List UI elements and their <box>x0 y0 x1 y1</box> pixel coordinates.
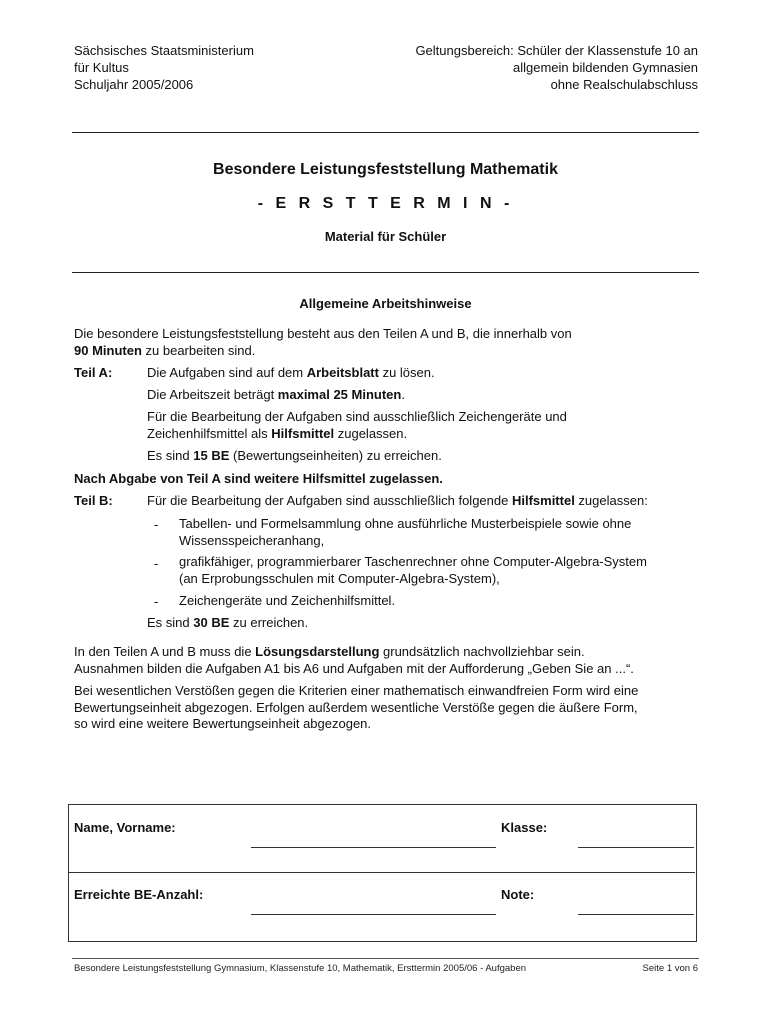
intro-paragraph <box>74 326 699 359</box>
intro-line-1: Die besondere Leistungsfeststellung besteht aus den Teilen A und B, die innerhalb von <box>74 326 572 341</box>
intro-line-2: 90 Minuten zu bearbeiten sind. <box>74 342 256 358</box>
header-scope-2: allgemein bildenden Gymnasien <box>512 60 698 75</box>
footer-text: Besondere Leistungsfeststellung Gymnasium, Klassenstufe 10, Mathematik, Ersttermin 2005/06 - Aufgaben <box>74 963 527 974</box>
header-right <box>415 42 698 93</box>
teil-b-label: Teil B: <box>74 493 113 508</box>
bullet-dash: - <box>154 517 159 532</box>
teil-a-line-2: Die Arbeitszeit beträgt maximal 25 Minuten. <box>147 387 405 402</box>
teil-b-line-2: Es sind 30 BE zu erreichen. <box>147 615 309 630</box>
teil-a-label: Teil A: <box>74 365 113 380</box>
teil-b-line-1: Für die Bearbeitung der Aufgaben sind ausschließlich folgende Hilfsmittel zugelassen: <box>147 493 648 508</box>
document-subtitle: - E R S T T E R M I N - <box>257 195 514 212</box>
header-scope-3: ohne Realschulabschluss <box>550 77 698 92</box>
footer-divider <box>72 958 699 959</box>
note-label: Note: <box>501 887 535 902</box>
klasse-field[interactable] <box>578 847 694 848</box>
loesung-paragraph: In den Teilen A und B muss die Lösungsdarstellung grundsätzlich nachvollziehbar sein. Ausnahmen bilden die Aufgaben A1 bis A6 und Aufgaben mit der Aufforderung „Geben Sie an ...“. <box>74 644 634 676</box>
title-divider <box>72 272 699 273</box>
header-left <box>74 42 254 93</box>
teil-a-line-4: Es sind 15 BE (Bewertungseinheiten) zu erreichen. <box>147 448 442 463</box>
header-ministry: Sächsisches Staatsministerium <box>74 43 254 58</box>
top-divider <box>72 132 699 133</box>
document-title: Besondere Leistungsfeststellung Mathematik <box>213 161 558 178</box>
nach-abgabe-note: Nach Abgabe von Teil A sind weitere Hilfsmittel zugelassen. <box>74 471 443 486</box>
be-label: Erreichte BE-Anzahl: <box>74 887 204 902</box>
teil-a-line-3: Für die Bearbeitung der Aufgaben sind ausschließlich Zeichengeräte und Zeichenhilfsmittel als Hilfsmittel zugelassen. <box>147 409 567 441</box>
verstoesse-paragraph: Bei wesentlichen Verstößen gegen die Kriterien einer mathematisch einwandfreien Form wird eine Bewertungseinheit abgezogen. Erfolgen außerdem wesentliche Verstöße gegen die äußere Form, so wird eine weitere Bewertungseinheit abgezogen. <box>74 683 639 731</box>
student-info-divider <box>68 872 695 873</box>
header-ministry-2: für Kultus <box>74 60 129 75</box>
bullet-dash: - <box>154 556 159 571</box>
teil-a-line-1: Die Aufgaben sind auf dem Arbeitsblatt zu lösen. <box>147 365 435 380</box>
hilfsmittel-item-1: Tabellen- und Formelsammlung ohne ausführliche Musterbeispiele sowie ohne Wissensspeicheranhang, <box>179 516 632 548</box>
bullet-dash: - <box>154 594 159 609</box>
be-field[interactable] <box>251 914 496 915</box>
material-label: Material für Schüler <box>324 229 447 244</box>
klasse-label: Klasse: <box>501 820 548 835</box>
name-field[interactable] <box>251 847 496 848</box>
hilfsmittel-item-3: Zeichengeräte und Zeichenhilfsmittel. <box>179 593 396 608</box>
header-scope-1: Geltungsbereich: Schüler der Klassenstufe 10 an <box>415 43 698 58</box>
hilfsmittel-item-2: grafikfähiger, programmierbarer Taschenrechner ohne Computer-Algebra-System (an Erprobungsschulen mit Computer-Algebra-System), <box>179 554 647 586</box>
page-number: Seite 1 von 6 <box>642 963 698 974</box>
name-label: Name, Vorname: <box>74 820 176 835</box>
note-field[interactable] <box>578 914 694 915</box>
header-schoolyear: Schuljahr 2005/2006 <box>74 77 194 92</box>
hinweise-heading: Allgemeine Arbeitshinweise <box>299 296 472 311</box>
